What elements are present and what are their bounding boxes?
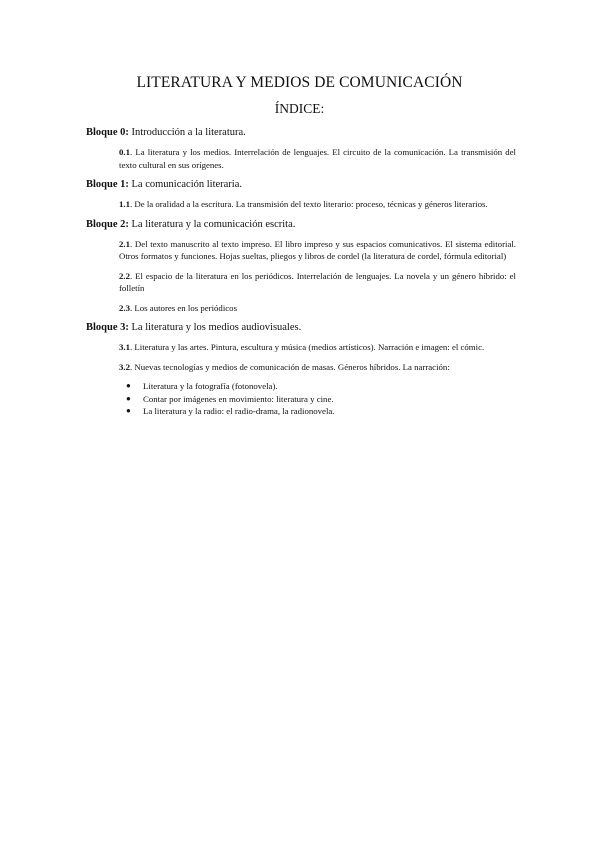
bullet-text: La literatura y la radio: el radio-drama, la radionovela. bbox=[143, 406, 335, 416]
bullet-list bbox=[126, 380, 516, 418]
block-title: Introducción a la literatura. bbox=[131, 127, 246, 138]
block-0 bbox=[86, 126, 516, 171]
block-title: La literatura y la comunicación escrita. bbox=[131, 218, 296, 230]
block-title: La literatura y los medios audiovisuales. bbox=[131, 322, 302, 333]
item-number: 2.2 bbox=[119, 270, 130, 281]
item-number: 3.2 bbox=[119, 361, 130, 372]
block-label: Bloque 2: bbox=[86, 218, 129, 230]
block-label: Bloque 0: bbox=[86, 127, 129, 138]
block-2 bbox=[86, 218, 516, 315]
index-item bbox=[119, 270, 516, 295]
item-text: . El espacio de la literatura en los periódicos. Interrelación de lenguajes. La novela y un género híbrido: el folletín bbox=[119, 270, 516, 293]
block-heading bbox=[86, 178, 516, 192]
block-title: La comunicación literaria. bbox=[131, 179, 243, 190]
block-label: Bloque 3: bbox=[86, 322, 129, 333]
index-item bbox=[119, 361, 516, 374]
index-item bbox=[119, 341, 516, 354]
bullet-item bbox=[126, 405, 516, 418]
item-text: . De la oralidad a la escritura. La transmisión del texto literario: proceso, técnicas y géneros literarios. bbox=[130, 199, 488, 209]
item-number: 2.1 bbox=[119, 238, 130, 249]
item-text: . Literatura y las artes. Pintura, escultura y música (medios artísticos). Narración e imagen: el cómic. bbox=[130, 342, 485, 352]
block-1 bbox=[86, 178, 516, 211]
bullet-dot-icon: ● bbox=[126, 393, 131, 403]
item-text: . La literatura y los medios. Interrelación de lenguajes. El circuito de la comunicación. La transmisión del texto cultural en sus orígenes. bbox=[119, 147, 516, 170]
document-title: LITERATURA Y MEDIOS DE COMUNICACIÓN bbox=[136, 74, 463, 91]
bullet-item bbox=[126, 393, 516, 406]
bullet-dot-icon: ● bbox=[126, 406, 131, 415]
item-text: . Los autores en los periódicos bbox=[130, 302, 238, 313]
item-text: . Del texto manuscrito al texto impreso. El libro impreso y sus espacios comunicativos. El sistema editorial. Otros formatos y funciones. Hojas sueltas, pliegos y libros de cordel (la literatura de cordel, fórmula editorial) bbox=[119, 238, 516, 261]
item-number: 3.1 bbox=[119, 342, 130, 352]
index-item bbox=[119, 238, 516, 263]
item-number: 2.3 bbox=[119, 302, 130, 313]
item-number: 1.1 bbox=[119, 199, 130, 209]
index-item bbox=[119, 146, 516, 171]
block-3 bbox=[86, 321, 516, 418]
bullet-item bbox=[126, 380, 516, 393]
bullet-text: Contar por imágenes en movimiento: literatura y cine. bbox=[143, 393, 334, 404]
bullet-text: Literatura y la fotografía (fotonovela). bbox=[143, 381, 278, 391]
index-item bbox=[119, 198, 516, 211]
block-heading bbox=[86, 321, 516, 335]
bullet-dot-icon: ● bbox=[126, 381, 131, 390]
index-heading: ÍNDICE: bbox=[274, 101, 325, 116]
block-heading bbox=[86, 218, 516, 232]
block-heading bbox=[86, 126, 516, 140]
item-number: 0.1 bbox=[119, 147, 130, 157]
block-label: Bloque 1: bbox=[86, 179, 129, 190]
item-text: . Nuevas tecnologías y medios de comunicación de masas. Géneros híbridos. La narración: bbox=[130, 361, 450, 372]
index-content bbox=[86, 126, 516, 420]
index-item bbox=[119, 302, 516, 315]
